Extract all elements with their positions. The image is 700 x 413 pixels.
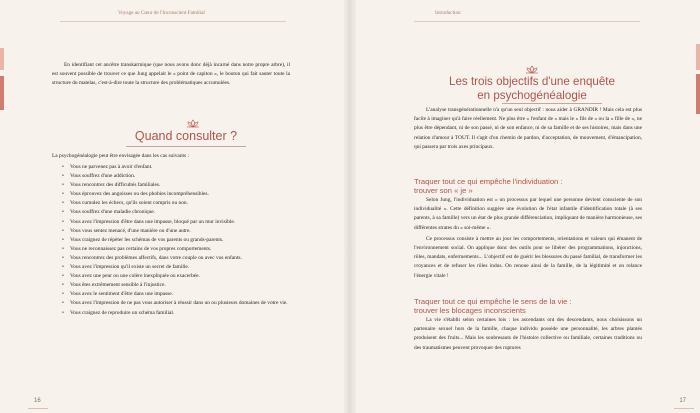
subsection-heading-meaning: Traquer tout ce qui empêche le sens de la vie : trouver les blocages inconscients: [414, 297, 572, 315]
list-item: • Vous éprouvez des angoisses ou des phobies incompréhensibles.: [60, 190, 296, 199]
section-title: Quand consulter ?: [134, 129, 238, 143]
list-item: • Vous craignez de répéter les schémas de vos parents ou grands-parents.: [60, 236, 296, 245]
list-item: • Vous êtes extrêmement sensible à l'injustice.: [60, 281, 296, 290]
subsection-heading-individuation: Traquer tout ce qui empêche l'individuation : trouver son « je »: [414, 177, 563, 195]
list-item: • Vous avez l'impression qu'il existe un secret de famille.: [60, 263, 296, 272]
lotus-icon: [525, 65, 539, 74]
list-item: • Vous vous sentez menacé, d'une manière ou d'une autre.: [60, 227, 296, 236]
list-item: • Vous avez une peur ou une colère inexpliquée ou exacerbée.: [60, 272, 296, 281]
list-item: • Vous ne parvenez pas à avoir d'enfant.: [60, 163, 296, 172]
lotus-icon: [186, 119, 200, 128]
list-item: • Vous souffrez d'une addiction.: [60, 172, 296, 181]
list-item: • Vous cumulez les échecs, qu'ils soient compris ou non.: [60, 199, 296, 208]
right-page: [350, 0, 700, 413]
list-item: • Vous rencontrez des problèmes affectifs, dans votre couple ou avec vos enfants.: [60, 254, 296, 263]
left-edge-tab-2: [0, 76, 4, 110]
list-item: • Vous avez le sentiment d'être dans une impasse.: [60, 290, 296, 299]
header-rule: [414, 21, 640, 22]
page-title-rule: [502, 103, 602, 104]
running-header: Voyage au Cœur de l'Inconscient Familial: [118, 10, 205, 16]
right-intro-paragraph: L'analyse transgénérationnelle n'a qu'un seul objectif : nous aider à GRANDIR ! Mais cela est plus facile à imaginer qu'à faire réellement. Ne plus être « l'enfant de » mais le « fils de » ou la « fille de », ne plus être dépendant, ni de son passé, ni de son enfance, ni de sa famille et de ses histoires, mais dans une relation d'amour à TOUT. Il s'agit d'un chemin de pardon, d'acceptation, de mouvement, d'émancipation, qui passera par trois axes principaux.: [414, 107, 642, 150]
right-edge-tab-2: [696, 74, 700, 114]
list-item: • Vous avez l'impression de ne pas vous autoriser à réussir dans un ou plusieurs domaines de votre vie.: [60, 299, 296, 308]
header-rule: [60, 21, 286, 22]
consult-cases-list: [60, 163, 296, 318]
left-edge-tab-1: [0, 48, 4, 70]
list-item: • Vous ne reconnaissez pas certains de vos propres comportements.: [60, 245, 296, 254]
page-number: 16: [34, 398, 41, 404]
page-title: Les trois objectifs d'une enquête en psychogénéalogie: [449, 75, 615, 102]
section-title-rule: [126, 146, 246, 147]
book-gutter: [344, 0, 356, 413]
page-number-rule: [28, 408, 48, 409]
intro-paragraph: En identifiant cet ancêtre transkarmique (que nous avons donc déjà incarné dans notre propre arbre), il est souvent possible de trouver ce que Jung appelait le « point de capiton », le bouton qui fait sauter toute la structure du matelas, c'est-à-dire toute la structure des problématiques accumulées.: [52, 62, 290, 87]
list-item: • Vous avez l'impression d'être dans une impasse, bloqué par un mur invisible.: [60, 218, 296, 227]
list-intro: La psychogénéalogie peut être envisagée dans les cas suivants :: [52, 153, 189, 159]
individuation-paragraphs: Selon Jung, l'individuation est « un processus par lequel une personne devient consciente de son individualité ». Cette définition suggère une évolution de l'état infantile d'identification totale (à ses parents, à sa famille) vers un état de plus grande différenciation, impliquant de manière harmonieuse, ses différentes strates du « soi-même ». Ce processus consiste à mettre au jour les comportements, orientations et valeurs qui émanent de l'environnement social. On applique donc des outils pour se libérer des programmations, injonctions, rôles, mandats, enfermements... L'objectif est de guérir les blessures du passé familial, de transformer les croyances et de refuser les rôles indus. On renoue ainsi de la famille, de la légitimité et on relance l'énergie vitale !: [414, 197, 642, 279]
running-header: Introduction: [435, 10, 461, 16]
page-number: 17: [679, 398, 686, 404]
list-item: • Vous rencontrez des difficultés familiales.: [60, 181, 296, 190]
list-item: • Vous souffrez d'une maladie chronique.: [60, 208, 296, 217]
right-edge-tab-1: [696, 44, 700, 70]
list-item: • Vous craignez de reproduire un schéma familial.: [60, 309, 296, 318]
meaning-paragraph: La vie s'établit selon certaines lois : les ascendants ont des descendants, nous choisissons un partenaire sexuel hors de la famille, chaque individu possède une personnalité, les arbres plantés produisent des fruits... Mais les soubresauts de l'histoire collective ou familiale, certaines traditions ou des traumatismes peuvent provoquer des ruptures: [414, 317, 642, 351]
page-number-rule: [674, 408, 694, 409]
